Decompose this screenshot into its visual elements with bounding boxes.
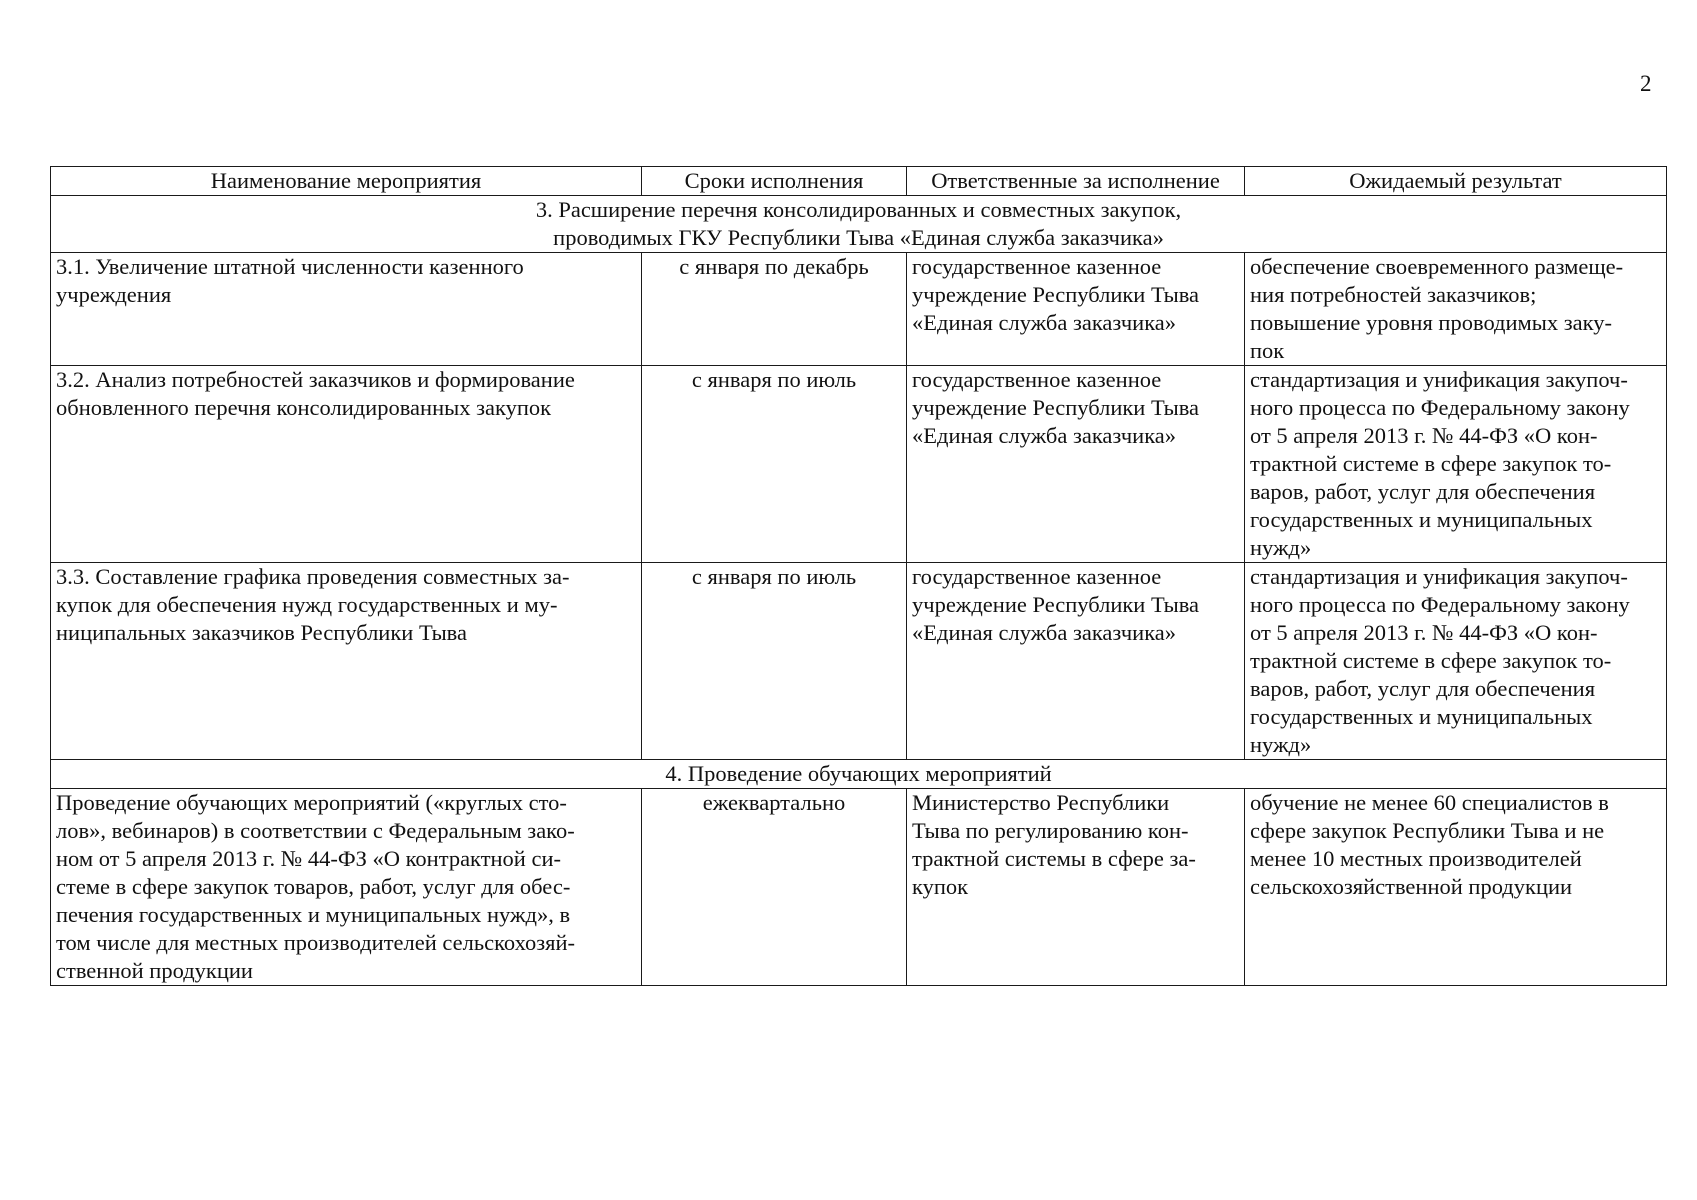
activity-name: 3.2. Анализ потребностей заказчиков и формирование обновленного перечня консолидированных закупок — [56, 367, 575, 420]
section-title — [51, 760, 1667, 789]
header-responsible: Ответственные за исполнение — [907, 167, 1245, 196]
section-3-title: 3. Расширение перечня консолидированных и совместных закупок, проводимых ГКУ Республики Тыва «Единая служба заказчика» — [535, 197, 1182, 250]
activity-name-cell — [51, 253, 642, 366]
deadline-cell — [642, 563, 907, 760]
table-row — [51, 253, 1667, 366]
deadline: с января по июль — [691, 367, 857, 392]
deadline: ежеквартально — [702, 790, 846, 815]
section-title — [51, 196, 1667, 253]
activity-name: 3.1. Увеличение штатной численности казенного учреждения — [56, 254, 524, 307]
expected-result: обучение не менее 60 специалистов в сфере закупок Республики Тыва и не менее 10 местных производителей сельскохозяйственной продукции — [1250, 790, 1609, 899]
header-expected-result: Ожидаемый результат — [1245, 167, 1667, 196]
table-header — [51, 167, 1667, 196]
deadline: с января по июль — [691, 564, 857, 589]
section-4-title: 4. Проведение обучающих мероприятий — [665, 761, 1052, 786]
table-row — [51, 789, 1667, 986]
responsible-cell — [907, 563, 1245, 760]
responsible-cell — [907, 253, 1245, 366]
expected-result-cell — [1245, 253, 1667, 366]
table-row — [51, 563, 1667, 760]
expected-result-cell — [1245, 366, 1667, 563]
activity-name: 3.3. Составление графика проведения совместных за- купок для обеспечения нужд государственных и му- ниципальных заказчиков Республики Тыва — [56, 564, 570, 645]
activity-name-cell — [51, 563, 642, 760]
expected-result: стандартизация и унификация закупоч- ного процесса по Федеральному закону от 5 апреля 2013 г. № 44-ФЗ «О кон- трактной системе в сфере закупок то- варов, работ, услуг для обеспечения государственных и муниципальных нужд» — [1250, 564, 1630, 757]
responsible: государственное казенное учреждение Республики Тыва «Единая служба заказчика» — [912, 564, 1200, 645]
deadline-cell — [642, 789, 907, 986]
responsible-cell — [907, 789, 1245, 986]
section-row — [51, 760, 1667, 789]
responsible: государственное казенное учреждение Республики Тыва «Единая служба заказчика» — [912, 254, 1200, 335]
table-row — [51, 366, 1667, 563]
deadline: с января по декабрь — [679, 254, 869, 279]
deadline-cell — [642, 366, 907, 563]
header-activity-name: Наименование мероприятия — [51, 167, 642, 196]
expected-result-cell — [1245, 789, 1667, 986]
page-number: 2 — [1640, 71, 1652, 96]
header-row — [51, 167, 1667, 196]
table-body — [51, 196, 1667, 986]
action-plan-table — [50, 166, 1667, 986]
section-row — [51, 196, 1667, 253]
expected-result: обеспечение своевременного размеще- ния потребностей заказчиков; повышение уровня проводимых заку- пок — [1250, 254, 1624, 363]
expected-result: стандартизация и унификация закупоч- ного процесса по Федеральному закону от 5 апреля 2013 г. № 44-ФЗ «О кон- трактной системе в сфере закупок то- варов, работ, услуг для обеспечения государственных и муниципальных нужд» — [1250, 367, 1630, 560]
responsible: Министерство Республики Тыва по регулированию кон- трактной системы в сфере за- купок — [912, 790, 1196, 899]
deadline-cell — [642, 253, 907, 366]
header-deadline: Сроки исполнения — [642, 167, 907, 196]
activity-name-cell — [51, 789, 642, 986]
activity-name-cell — [51, 366, 642, 563]
expected-result-cell — [1245, 563, 1667, 760]
activity-name: Проведение обучающих мероприятий («круглых сто- лов», вебинаров) в соответствии с Федеральным зако- ном от 5 апреля 2013 г. № 44-ФЗ «О контрактной си- стеме в сфере закупок товаров, работ, услуг для обес- печения государственных и муниципальных нужд», в том числе для местных производителей сельскохозяй- ственной продукции — [56, 790, 576, 983]
responsible-cell — [907, 366, 1245, 563]
responsible: государственное казенное учреждение Республики Тыва «Единая служба заказчика» — [912, 367, 1200, 448]
